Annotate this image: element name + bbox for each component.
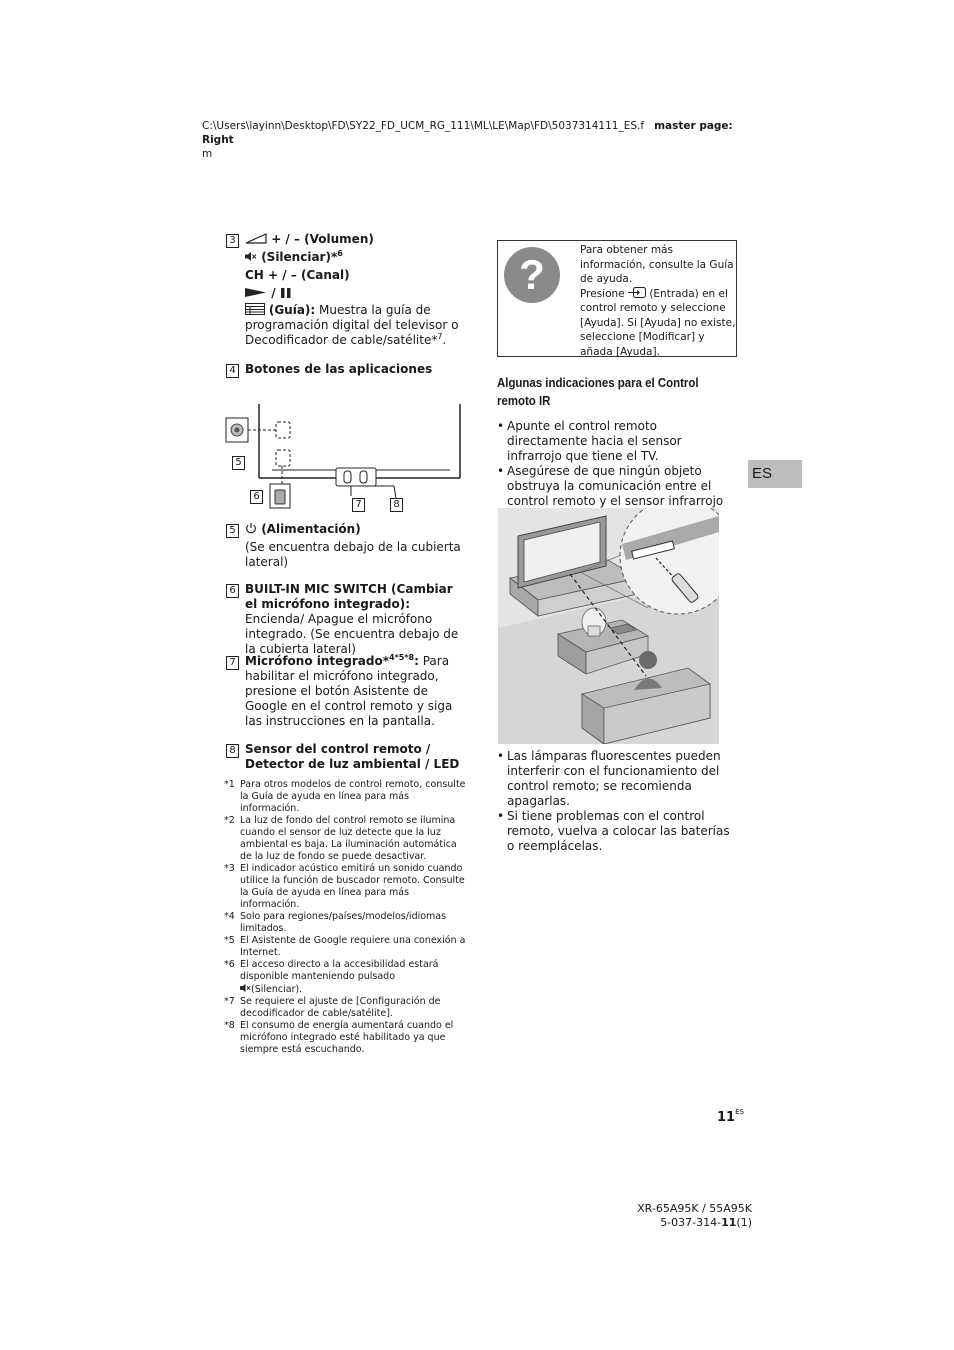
mic-switch-label: BUILT-IN MIC SWITCH (Cambiar el micrófono integrado): — [245, 582, 453, 611]
power-label: (Alimentación) — [261, 522, 361, 536]
guide-end: . — [442, 333, 447, 347]
guide-text: Muestra la guía de programación digital del televisor o Decodificador de cable/satélite* — [245, 303, 459, 347]
item-4-label: Botones de las aplicaciones — [245, 362, 433, 376]
item-number-6: 6 — [226, 584, 239, 598]
model-name: XR-65A95K / 55A95K — [637, 1202, 752, 1215]
ir-bullets-bottom — [497, 749, 737, 854]
master-page-label: master page: Right — [202, 120, 733, 146]
diagram-label-8: 8 — [390, 498, 403, 512]
item-3-block — [245, 232, 467, 348]
builtin-mic-label: Micrófono integrado* — [245, 654, 390, 668]
builtin-mic-text: Para habilitar el micrófono integrado, presione el botón Asistente de Google en el control remoto y siga las instrucciones en la pantalla. — [245, 654, 453, 728]
pause-icon — [280, 287, 292, 298]
power-icon — [245, 522, 257, 534]
mute-line — [245, 250, 467, 265]
footnotes — [224, 779, 468, 1056]
item-number-3: 3 — [226, 234, 239, 248]
footnote: *7 Se requiere el ajuste de [Configuración de decodificador de cable/satélite]. — [224, 996, 441, 1019]
play-pause-separator: / — [271, 286, 276, 300]
help-text — [580, 243, 736, 359]
part-number: 5-037-314-11(1) — [660, 1216, 752, 1229]
builtin-mic-colon: : — [414, 654, 419, 668]
page-number-value: 11 — [717, 1110, 736, 1125]
guide-icon — [245, 303, 265, 315]
channel-line — [245, 268, 467, 283]
footnote: *8 El consumo de energía aumentará cuando el micrófono integrado esté habilitado ya que siempre está escuchando. — [224, 1020, 454, 1055]
file-path: C:\Users\layinn\Desktop\FD\SY22_FD_UCM_RG_111\ML\LE\Map\FD\5037314111_ES.f — [202, 120, 645, 132]
bullet-item: • Apunte el control remoto directamente hacia el sensor infrarrojo que tiene el TV. — [497, 419, 737, 464]
item-number-4: 4 — [226, 364, 239, 378]
guide-line — [245, 303, 467, 348]
item-8-label: Sensor del control remoto / Detector de luz ambiental / LED — [245, 742, 460, 771]
guide-footnote-ref: 7 — [437, 332, 443, 341]
ir-section-heading: Algunas indicaciones para el Control remoto IR — [497, 375, 699, 408]
living-room-illustration — [498, 508, 719, 744]
footnote: *2 La luz de fondo del control remoto se ilumina cuando el sensor de luz detecte que la luz ambiental es baja. La iluminación automática de la luz de fondo se puede desactivar. — [224, 815, 457, 862]
help-line-2a: Presione — [580, 287, 625, 300]
item-6-block — [245, 582, 467, 657]
file-path-tail: m — [202, 148, 213, 160]
bullet-item: • Si tiene problemas con el control remoto, vuelva a colocar las baterías o reemplácelas. — [497, 809, 737, 854]
file-path-header — [202, 119, 762, 161]
volume-line — [245, 232, 467, 247]
volume-icon — [245, 233, 267, 244]
help-box — [497, 240, 737, 357]
input-icon — [628, 287, 646, 298]
volume-label: + / – (Volumen) — [271, 232, 374, 246]
channel-label: CH + / – (Canal) — [245, 268, 350, 282]
guide-label: (Guía): — [268, 303, 316, 317]
page-number — [717, 1108, 744, 1125]
power-text: (Se encuentra debajo de la cubierta lateral) — [245, 540, 461, 569]
mute-icon — [245, 251, 257, 262]
bullet-item: • Asegúrese de que ningún objeto obstruya la comunicación entre el control remoto y el sensor infrarrojo — [497, 464, 737, 524]
item-7-block — [245, 654, 467, 729]
builtin-mic-footnote-refs: 4*5*8 — [389, 653, 415, 662]
item-number-8: 8 — [226, 744, 239, 758]
mute-footnote-ref: 6 — [337, 249, 343, 258]
model-footer — [637, 1202, 752, 1230]
help-line-1: Para obtener más información, consulte la Guía de ayuda. — [580, 244, 734, 285]
item-number-5: 5 — [226, 524, 239, 538]
play-pause-line — [245, 286, 467, 301]
diagram-label-7: 7 — [352, 498, 365, 512]
footnote: *5 El Asistente de Google requiere una conexión a Internet. — [224, 935, 466, 958]
page-number-suffix: ES — [735, 1108, 744, 1116]
footnote: *6 El acceso directo a la accesibilidad estará disponible manteniendo pulsado (Silenciar). — [224, 959, 439, 995]
diagram-label-6: 6 — [250, 490, 263, 504]
item-number-7: 7 — [226, 656, 239, 670]
diagram-label-5: 5 — [232, 456, 245, 470]
mute-icon — [240, 983, 251, 993]
footnote: *3 El indicador acústico emitirá un sonido cuando utilice la función de buscador remoto. Consulte la Guía de ayuda en línea para más información. — [224, 863, 465, 910]
footnote: *4 Solo para regiones/países/modelos/idiomas limitados. — [224, 911, 447, 934]
help-line-2b: (Entrada) en el control remoto y seleccione [Ayuda]. Si [Ayuda] no existe, seleccione [Modificar] y añada [Ayuda]. — [580, 287, 736, 358]
play-icon — [245, 287, 267, 298]
language-tab: ES — [748, 460, 802, 488]
mute-label: (Silenciar)* — [261, 250, 338, 264]
mic-switch-text: Encienda/ Apague el micrófono integrado. (Se encuentra debajo de la cubierta lateral) — [245, 612, 459, 656]
item-5-block — [245, 522, 467, 570]
footnote: *1 Para otros modelos de control remoto, consulte la Guía de ayuda en línea para más información. — [224, 779, 466, 814]
bullet-item: • Las lámparas fluorescentes pueden interferir con el funcionamiento del control remoto; se recomienda apagarlas. — [497, 749, 737, 809]
help-question-icon: ? — [504, 247, 560, 303]
